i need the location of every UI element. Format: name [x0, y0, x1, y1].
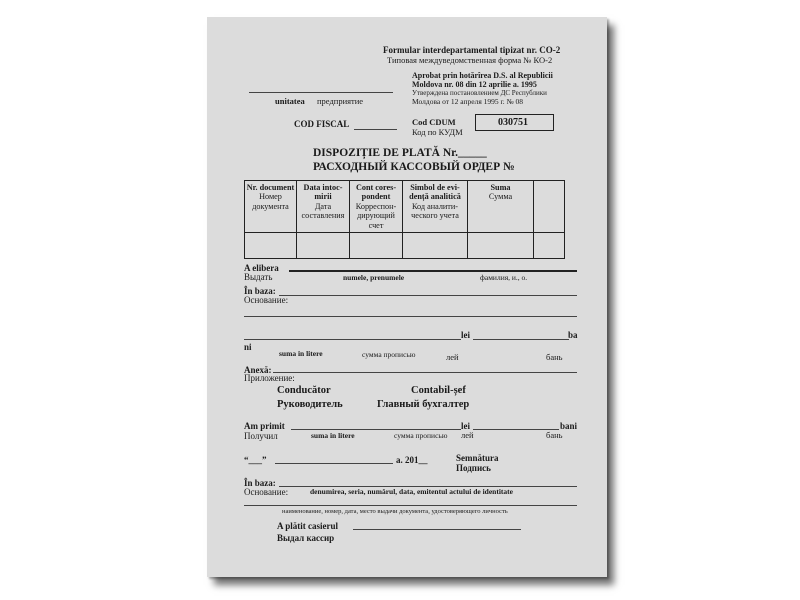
approval-ro-line1: Aprobat prin hotărîrea D.S. al Republicii: [412, 71, 553, 80]
identity-hint-ro: denumirea, seria, numărul, data, emitentul actului de identitate: [310, 487, 513, 496]
accountant-label-ru: Главный бухгалтер: [377, 399, 470, 410]
table-header-row: [245, 181, 565, 233]
identity-basis-ru: Основание:: [244, 487, 289, 497]
received-bani-ru: бань: [546, 430, 563, 440]
received-words-ro: suma in litere: [311, 431, 355, 440]
basis-label-ro: În baza:: [244, 286, 276, 296]
cdum-value-box: [475, 114, 554, 131]
date-line: [275, 463, 393, 464]
column-header: Data intoc-mirii Дата составления: [297, 181, 350, 233]
enterprise-label-ru: предприятие: [317, 96, 364, 106]
issue-label-ru: Выдать: [244, 272, 273, 282]
date-day: “___”: [244, 455, 267, 465]
table-cell: [350, 233, 403, 259]
sum-words-ro: suma in litere: [279, 349, 323, 358]
column-header: Simbol de evi-dență analitică Код аналити-ческого учета: [403, 181, 468, 233]
column-header: Nr. document Номер документа: [245, 181, 297, 233]
received-line: [291, 429, 461, 430]
sum-lei-ru: лей: [446, 352, 459, 362]
sum-lei-label: lei: [461, 330, 470, 340]
annex-line: [273, 372, 577, 373]
received-label-ru: Получил: [244, 431, 278, 441]
issue-hint-ro: numele, prenumele: [343, 273, 405, 282]
issue-line: [289, 270, 577, 272]
date-year: a. 201__: [396, 455, 428, 465]
basis-label-ru: Основание:: [244, 295, 289, 305]
table-row: [245, 233, 565, 259]
cdum-value: 030751: [498, 117, 528, 128]
signature-label-ro: Semnătura: [456, 453, 499, 463]
cashier-label-ro: A plătit casierul: [277, 521, 338, 531]
column-header: [534, 181, 565, 233]
enterprise-label-ro: unitatea: [275, 96, 305, 106]
received-lei-label: lei: [461, 421, 470, 431]
identity-line-2: [244, 505, 577, 506]
table-cell: [468, 233, 534, 259]
issue-hint-ru: фамилия, и., о.: [480, 273, 528, 282]
title-ru: РАСХОДНЫЙ КАССОВЫЙ ОРДЕР №: [313, 161, 515, 173]
accountant-label-ro: Contabil-șef: [411, 385, 466, 396]
director-label-ro: Conducător: [277, 385, 331, 396]
director-label-ru: Руководитель: [277, 399, 343, 410]
identity-hint-ru: наименование, номер, дата, место выдачи документа, удостоверяющего личность: [282, 508, 508, 515]
table-cell: [403, 233, 468, 259]
table-cell: [297, 233, 350, 259]
cdum-label-ru: Код по КУДМ: [412, 127, 463, 137]
accounting-table: [244, 180, 565, 259]
identity-basis-ro: În baza:: [244, 478, 276, 488]
approval-ro-line2: Moldova nr. 08 din 12 aprilie a. 1995: [412, 80, 537, 89]
cashier-line: [353, 529, 521, 530]
basis-line: [279, 295, 577, 296]
sum-ba-label: ba: [568, 330, 578, 340]
sum-line: [244, 339, 461, 340]
column-header: Cont cores-pondent Корреспон-дирующий счет: [350, 181, 403, 233]
column-header: Suma Сумма: [468, 181, 534, 233]
received-lei-ru: лей: [461, 430, 474, 440]
payment-order-form: [207, 17, 607, 577]
approval-ru-line2: Молдова от 12 апреля 1995 г. № 08: [412, 97, 524, 106]
cdum-label-ro: Cod CDUM: [412, 117, 456, 127]
enterprise-line: [249, 92, 393, 93]
received-words-ru: сумма прописью: [394, 431, 448, 440]
fiscal-code-line: [354, 129, 397, 130]
form-code-ru: Типовая междуведомственная форма № КО-2: [387, 55, 553, 65]
basis-line-2: [244, 316, 577, 317]
form-code-ro: Formular interdepartamental tipizat nr. CO-2: [383, 45, 561, 55]
table-cell: [534, 233, 565, 259]
received-label-ro: Am primit: [244, 421, 285, 431]
annex-label-ru: Приложение:: [244, 373, 295, 383]
sum-words-ru: сумма прописью: [362, 350, 416, 359]
issue-label-ro: A elibera: [244, 263, 279, 273]
annex-label-ro: Anexă:: [244, 365, 272, 375]
signature-label-ru: Подпись: [456, 463, 491, 473]
title-ro: DISPOZIȚIE DE PLATĂ Nr._____: [313, 147, 487, 159]
sum-ni-label: ni: [244, 342, 252, 352]
table-cell: [245, 233, 297, 259]
fiscal-code-label: COD FISCAL: [294, 119, 350, 129]
sum-lei-line: [473, 339, 569, 340]
approval-ru-line1: Утверждена постановлением ДС Республики: [412, 89, 547, 97]
cashier-label-ru: Выдал кассир: [277, 533, 335, 543]
sum-bani-ru: бань: [546, 352, 563, 362]
received-bani-label: bani: [560, 421, 578, 431]
